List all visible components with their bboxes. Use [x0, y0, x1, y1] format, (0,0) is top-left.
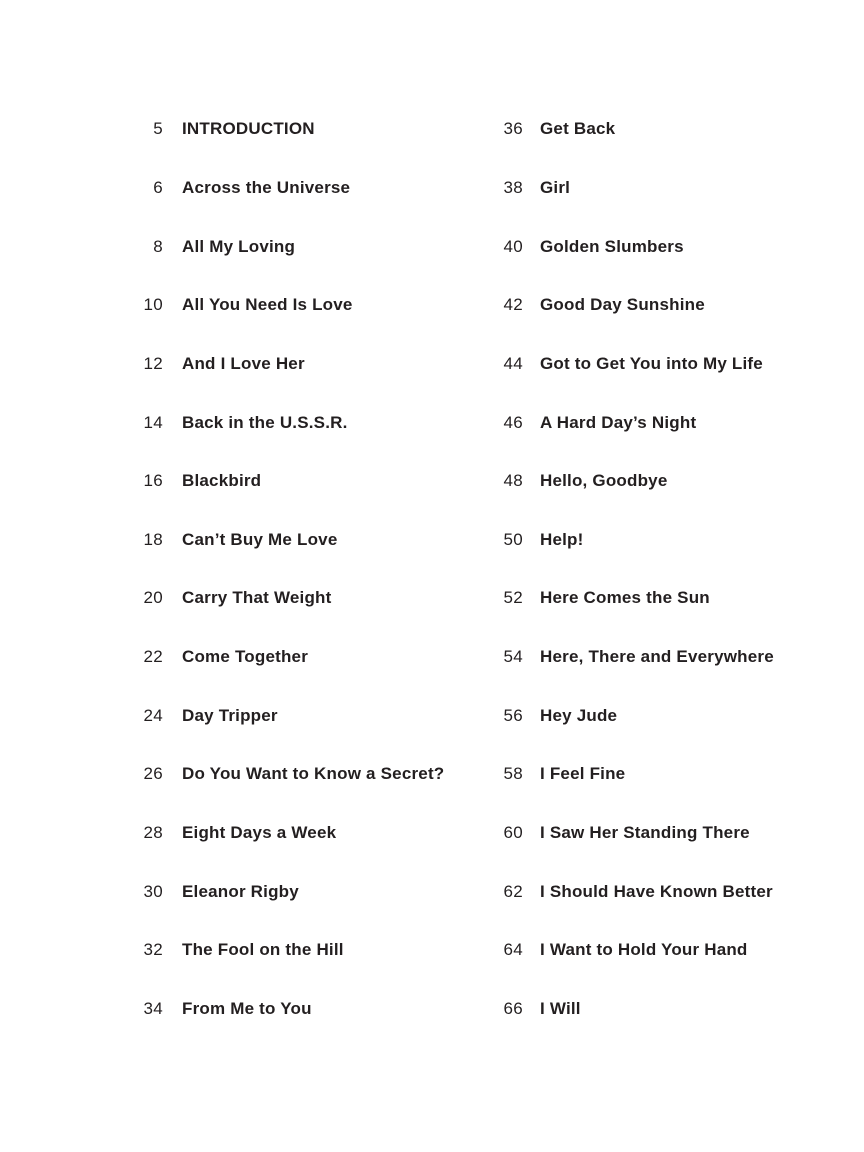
toc-entry	[120, 159, 480, 218]
toc-entry	[120, 745, 480, 804]
toc-entry-title: Here Comes the Sun	[540, 588, 710, 608]
toc-entry-title: Back in the U.S.S.R.	[182, 412, 348, 432]
toc-entry-title: Girl	[540, 177, 571, 197]
toc-page-number: 10	[143, 295, 163, 315]
toc-page-number: 34	[143, 998, 163, 1018]
toc-page-number: 24	[143, 705, 163, 725]
toc-entry-title: Hello, Goodbye	[540, 471, 668, 491]
toc-page-number: 22	[143, 647, 163, 667]
toc-page-number: 66	[503, 998, 523, 1018]
toc-entry	[120, 276, 480, 335]
toc-entry	[120, 862, 480, 921]
toc-entry-title: Carry That Weight	[182, 588, 332, 608]
toc-entry-title: Help!	[540, 529, 584, 549]
toc-entry-title: Good Day Sunshine	[540, 295, 705, 315]
toc-page-number: 42	[503, 295, 523, 315]
toc-entry-title: Eleanor Rigby	[182, 881, 299, 901]
toc-entry-title: I Should Have Known Better	[540, 881, 773, 901]
toc-page-number: 18	[143, 529, 163, 549]
toc-entry	[480, 804, 844, 863]
toc-entry	[120, 510, 480, 569]
toc-page-number: 54	[503, 647, 523, 667]
toc-entry-title: The Fool on the Hill	[182, 940, 344, 960]
toc-entry-title: From Me to You	[182, 998, 312, 1018]
toc-page-number: 5	[153, 119, 163, 139]
toc-page-number: 38	[503, 177, 523, 197]
toc-page-number: 28	[143, 823, 163, 842]
toc-entry	[480, 980, 844, 1039]
toc-entry	[480, 452, 844, 511]
toc-entry	[480, 335, 844, 394]
toc-page-number: 48	[503, 471, 523, 491]
toc-page-number: 36	[503, 119, 523, 139]
toc-entry	[480, 921, 844, 980]
toc-entry	[120, 335, 480, 394]
toc-page-number: 30	[143, 881, 163, 901]
toc-column-left	[120, 100, 480, 1038]
toc-page-number: 52	[503, 588, 523, 608]
toc-page-number: 60	[503, 823, 523, 842]
toc-entry	[120, 804, 480, 863]
toc-page-number: 50	[503, 529, 523, 549]
toc-page-number: 58	[503, 764, 523, 784]
toc-entry	[120, 686, 480, 745]
toc-entry	[480, 686, 844, 745]
toc-page-number: 64	[503, 940, 523, 960]
toc-page-number: 20	[143, 588, 163, 608]
toc-entry	[120, 628, 480, 687]
toc-page-number: 16	[143, 471, 163, 491]
toc-entry	[480, 276, 844, 335]
toc-entry	[120, 393, 480, 452]
toc-page-number: 6	[153, 177, 163, 197]
toc-entry	[480, 628, 844, 687]
toc-page-number: 44	[503, 353, 523, 373]
toc-entry	[480, 393, 844, 452]
toc-entry-title: Blackbird	[182, 471, 262, 491]
toc-entry	[120, 980, 480, 1039]
toc-entry	[480, 510, 844, 569]
toc-page-number: 32	[143, 940, 163, 960]
toc-entry-title: Come Together	[182, 647, 309, 667]
toc-page-number: 46	[503, 412, 523, 432]
toc-entry	[480, 569, 844, 628]
toc-page-number: 26	[143, 764, 163, 784]
toc-entry-title: A Hard Day’s Night	[540, 412, 697, 432]
toc-entry	[120, 100, 480, 159]
toc-entry-title: Day Tripper	[182, 705, 278, 725]
toc-entry	[480, 217, 844, 276]
toc-page-number: 56	[503, 705, 523, 725]
toc-entry	[120, 569, 480, 628]
toc-entry	[480, 862, 844, 921]
toc-entry-title: And I Love Her	[182, 353, 305, 373]
toc-entry-title: I Feel Fine	[540, 764, 626, 784]
toc-entry-title: Across the Universe	[182, 177, 351, 197]
toc-entry-title: Get Back	[540, 119, 616, 139]
toc-entry-title: Can’t Buy Me Love	[182, 529, 338, 549]
toc-entry-title: I Want to Hold Your Hand	[540, 940, 748, 960]
toc-entry-title: INTRODUCTION	[182, 119, 315, 139]
toc-entry-title: All You Need Is Love	[182, 295, 353, 315]
toc-page-number: 12	[143, 353, 163, 373]
toc-entry-title: All My Loving	[182, 236, 296, 256]
toc-entry	[120, 217, 480, 276]
toc-entry-title: Golden Slumbers	[540, 236, 684, 256]
toc-page-number: 62	[503, 881, 523, 901]
toc-column-right	[480, 100, 844, 1038]
toc-page-number: 8	[153, 236, 163, 256]
toc-entry	[480, 100, 844, 159]
toc-entry-title: Do You Want to Know a Secret?	[182, 764, 445, 784]
toc-entry	[120, 452, 480, 511]
toc-entry-title: I Will	[540, 998, 581, 1018]
toc-entry	[480, 745, 844, 804]
toc-entry-title: Eight Days a Week	[182, 823, 337, 842]
toc-entry-title: Hey Jude	[540, 705, 618, 725]
toc-entry-title: Got to Get You into My Life	[540, 353, 763, 373]
toc-entry-title: Here, There and Everywhere	[540, 647, 774, 667]
toc-entry-title: I Saw Her Standing There	[540, 823, 750, 842]
toc-entry	[120, 921, 480, 980]
toc-entry	[480, 159, 844, 218]
toc-page-number: 40	[503, 236, 523, 256]
toc-page-number: 14	[143, 412, 163, 432]
